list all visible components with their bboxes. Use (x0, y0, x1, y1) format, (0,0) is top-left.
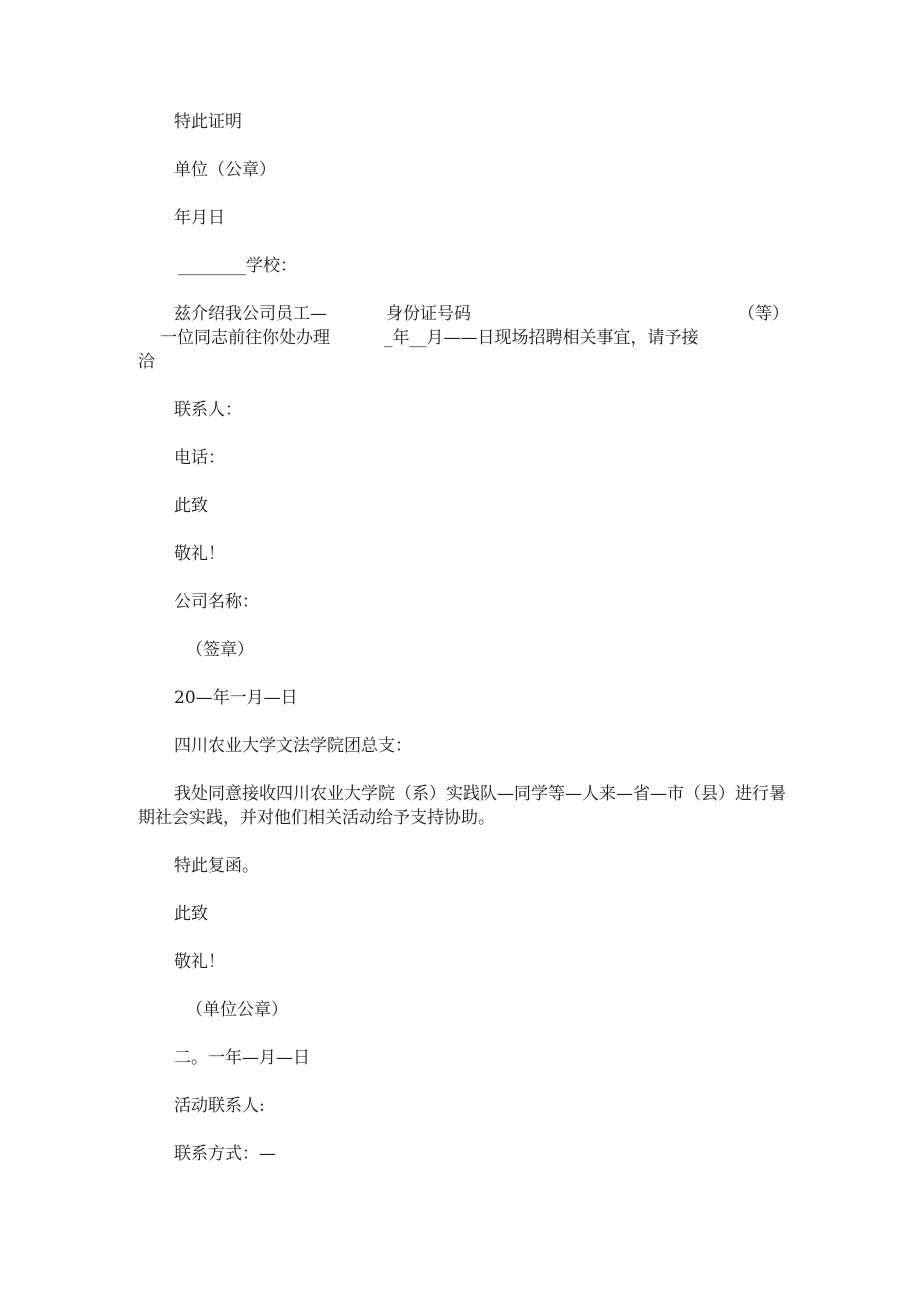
text-activity-contact: 活动联系人: (174, 1096, 265, 1116)
text-contact-method: 联系方式：— (174, 1144, 276, 1164)
text-intro-part4: 洽 (138, 352, 155, 372)
text-date: 年月日 (174, 208, 225, 228)
text-intro-etc: （等） (738, 304, 789, 324)
text-contact-person: 联系人： (174, 400, 242, 420)
text-salute-1: 敬礼！ (174, 544, 225, 564)
text-intro-part1: 兹介绍我公司员工— (174, 304, 327, 324)
text-recipient: 四川农业大学文法学院团总支： (174, 736, 412, 756)
text-signature-seal: （签章） (186, 640, 254, 660)
text-intro-part3: _年__月——日现场招聘相关事宜，请予接 (384, 328, 699, 348)
text-intro-part2: 一位同志前往你处办理 (160, 328, 330, 348)
text-regards-2: 此致 (174, 904, 208, 924)
text-date-3: 二。一年—月—日 (174, 1048, 310, 1068)
text-reply-part1: 我处同意接收四川农业大学院（系）实践队—同学等—人来—省—市（县）进行暑 (174, 784, 786, 804)
text-date-2: 20—年一月—日 (174, 688, 298, 708)
text-reply-part2: 期社会实践，并对他们相关活动给予支持协助。 (138, 808, 495, 828)
text-certify: 特此证明 (174, 112, 242, 132)
text-salute-2: 敬礼！ (174, 952, 225, 972)
text-regards-1: 此致 (174, 496, 208, 516)
text-reply-closing: 特此复函。 (174, 856, 259, 876)
text-unit-seal: 单位（公章） (174, 160, 276, 180)
text-phone: 电话： (174, 448, 225, 468)
text-school-salutation: ________学校： (178, 256, 297, 276)
text-unit-seal-2: （单位公章） (186, 1000, 288, 1020)
text-company-name: 公司名称： (174, 592, 259, 612)
text-intro-idnumber: 身份证号码 (386, 304, 471, 324)
